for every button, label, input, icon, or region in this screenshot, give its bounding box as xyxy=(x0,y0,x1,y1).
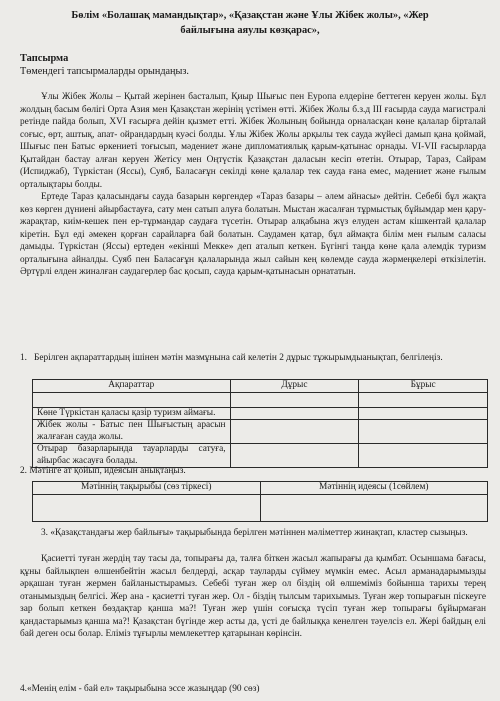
true-cell[interactable] xyxy=(230,392,359,407)
idea-answer-cell[interactable] xyxy=(260,495,488,522)
task-title: Тапсырма xyxy=(20,53,69,64)
task-instruction: Төмендегі тапсырмаларды орындаңыз. xyxy=(20,66,189,77)
header-line-1: Бөлім «Болашақ мамандықтар», «Қазақстан және Ұлы Жібек жолы», «Жер xyxy=(71,10,429,21)
false-cell[interactable] xyxy=(359,392,488,407)
true-cell[interactable] xyxy=(230,420,359,444)
question-3: 3. «Қазақстандағы жер байлығы» тақырыбында берілген мәтіннен мәліметтер жинақтап, кластер сызыңыз. xyxy=(41,528,468,538)
reading-paragraph-2: Ертеде Тараз қаласындағы сауда базарын көргендер «Тараз базары – әлем айнасы» дейтін. Себебі бұл жақта көз көрген дүниені айырбастауға, сату мен сатып алуға болатын. Мыстан жасалған тұрмыстық бұйымдар мен қару-жарақтар, киім-кешек пен ер-тұрмандар саудаға түсетін. Отырар алқабына жүз елуден астам кішкентай қалалар кіретін. Бұл еді әмекен қорған сарайларға бай болатын. Саудамен қатар, бұл аймақта білім мен ғылым саласы дамыды. Түркістан (Яссы) ертеден «екінші Мекке» деп аталып кеткен. Бүгінгі таңда көне қала әлемдік туризм орталығына айналды. Суяб пен Баласағұн қалаларында жыл сайын кең көлемде сауда жәрмеңкелері өткізілетін. Әртүрлі елден жиналған саудагерлер бас қосып, сауда қарым-қатынасын орнататын. xyxy=(20,192,486,277)
table-row xyxy=(33,407,488,420)
question-2: 2. Мәтінге ат қойып, идеясын анықтаңыз. xyxy=(20,466,186,476)
question-1 xyxy=(20,352,486,365)
column-header-info: Ақпараттар xyxy=(33,380,231,393)
table-row xyxy=(33,420,488,444)
true-cell[interactable] xyxy=(230,407,359,420)
question-1-number: 1. xyxy=(20,353,28,363)
statement-cell: Отырар базарларында тауарларды сатуға, айырбас жасауға болады. xyxy=(33,444,231,468)
true-false-table xyxy=(32,379,488,468)
land-wealth-paragraph: Қасиетті туған жердің тау тасы да, топырағы да, талға біткен жасыл жапырағы да қымбат. Осыншама бағасы, құны байлықпен өлшенбейтін жасыл белдерді, асқар тауларды сүймеу мүмкін емес. Асыл арманадарымызды әрқашан туған жермен байланыстырамыз. Себебі туған жер ол біздің ой өлшеміміз бойынша тарихы терең отанымыздың белгісі. Жер ана - қасиетті туған жер. Ол - біздің тылсым тарихымыз. Туған жер топырағын піскеуге зар болып кеткен бөздақтар қанша ма?! Туған жер үшін соғысқа түсіп туған жер топырағы бұйырмаған қандастарымыз қанша ма?! Қазақстан бүгінде жер асты да, үсті де байлыққа кенелген тәуелсіз ел. Жері байдың елі бай деген осы болар. Еліміз тұғырлы мемлекеттер қатарынан көрінсін. xyxy=(20,554,486,639)
question-4: 4.«Менің елім - бай ел» тақырыбына эссе жазыңдар (90 сөз) xyxy=(20,684,260,694)
column-header-true: Дұрыс xyxy=(230,380,359,393)
table-row xyxy=(33,444,488,468)
section-header xyxy=(20,8,480,38)
reading-paragraph-1: Ұлы Жібек Жолы – Қытай жерінен басталып, Қиыр Шығыс пен Еуропа елдеріне беттеген керуен жолы. Бұл жолдың басым бөлігі Орта Азия мен Қазақстан жерінің үстімен өтті. Жібек Жолы б.з.д III ғасырда сауда магистралі ретінде пайда болып, XVI ғасырға дейін қызмет етті. Жібек Жолының бойында орналасқан көне қалалар бірталай соғыс, өрт, аштық, апат- ойрандардың куәсі болды. Ұлы Жібек Жолы арқылы тек сауда жүйесі дамып қана қоймай, Шығыс пен Батыс өркениеті тоғысып, мәдениет және дипломатиялық қарым-қатынас орнады. VI-VII ғасырларда Қытайдан бастау алған керуен Жетісу мен Оңтүстік Қазақстан даласын кесіп өтетін. Отырар, Тараз, Сайрам (Испиджаб), Түркістан (Яссы), Суяб, Баласағұн секілді көне қалалар тек сауда ғана емес, мәдениет және ғылым орталықтары болды. xyxy=(20,92,486,190)
table-row xyxy=(33,392,488,407)
statement-cell: Жібек жолы - Батыс пен Шығыстың арасын жалғаған сауда жолы. xyxy=(33,420,231,444)
statement-cell xyxy=(33,392,231,407)
false-cell[interactable] xyxy=(359,444,488,468)
column-header-title: Мәтіннің тақырыбы (сөз тіркесі) xyxy=(33,482,261,495)
column-header-false: Бұрыс xyxy=(359,380,488,393)
statement-cell: Көне Түркістан қаласы қазір туризм аймағы. xyxy=(33,407,231,420)
false-cell[interactable] xyxy=(359,407,488,420)
title-answer-cell[interactable] xyxy=(33,495,261,522)
table-header-row xyxy=(33,380,488,393)
false-cell[interactable] xyxy=(359,420,488,444)
header-line-2: байлығына аяулы көзқарас», xyxy=(180,25,320,36)
column-header-idea: Мәтіннің идеясы (1сөйлем) xyxy=(260,482,488,495)
table-header-row xyxy=(33,482,488,495)
table-row xyxy=(33,495,488,522)
title-idea-table xyxy=(32,481,488,522)
question-1-text: Берілген ақпараттардың ішінен мәтін мазмұнына сай келетін 2 дұрыс тұжырымдыанықтап, белгілеңіз. xyxy=(34,353,443,363)
true-cell[interactable] xyxy=(230,444,359,468)
